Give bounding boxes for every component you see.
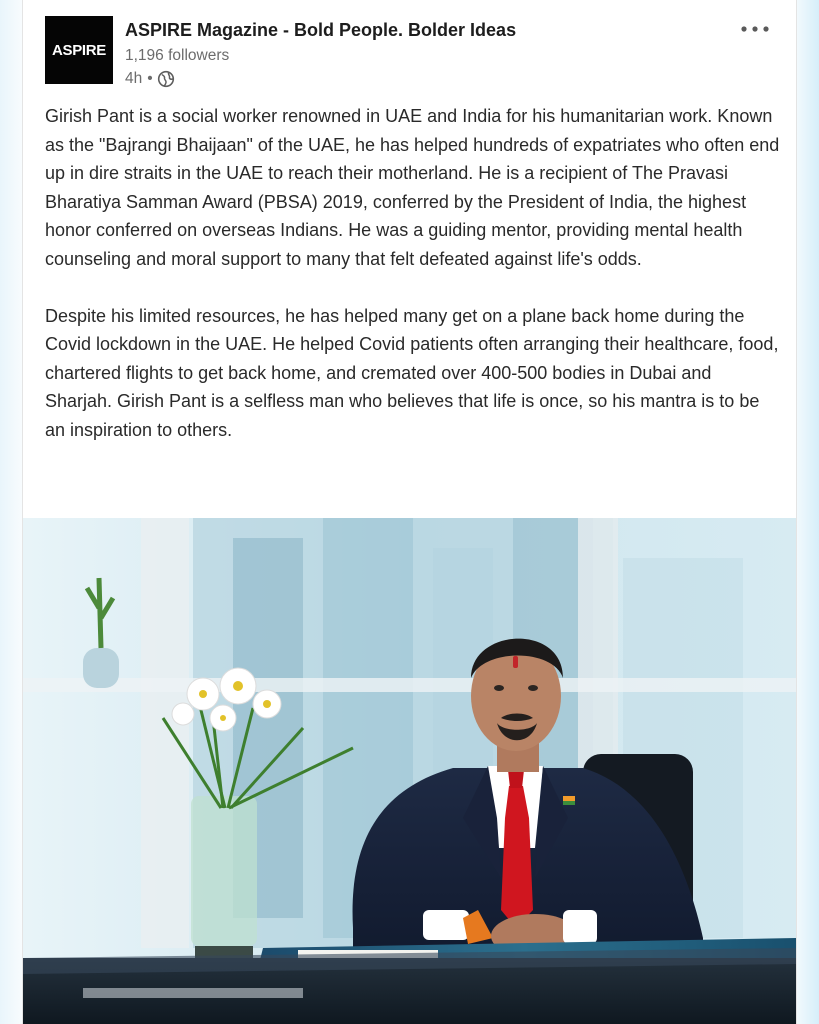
more-options-icon[interactable] [737,18,773,40]
post-time: 4h [125,70,143,87]
globe-icon [157,70,175,88]
feed-post-card [22,0,797,1024]
post-paragraph-1: Girish Pant is a social worker renowned in UAE and India for his humanitarian work. Known as the "Bajrangi Bhaijaan" of the UAE, he has helped hundreds of expatriates who often end up in dire straits in the UAE to reach their motherland. He is a recipient of The Pravasi Bharatiya Samman Award (PBSA) 2019, conferred by the President of India, the highest honor conferred on overseas Indians. He was a guiding mentor, providing mental health counseling and moral support to many that felt defeated against life's odds. [45,106,780,269]
follower-count: 1,196 followers [125,47,230,64]
post-photo[interactable] [23,518,796,1024]
post-paragraph-2: Despite his limited resources, he has helped many get on a plane back home during the Covid lockdown in the UAE. He helped Covid patients often arranging their healthcare, food, chartered flights to get back home, and cremated over 400-500 bodies in Dubai and Sharjah. Girish Pant is a selfless man who believes that life is once, so his mantra is to be an inspiration to others. [45,305,779,440]
post-body [45,102,780,444]
company-logo[interactable] [45,16,113,84]
meta-separator: • [147,70,153,87]
author-name[interactable]: ASPIRE Magazine - Bold People. Bolder Ideas [125,20,517,40]
post-meta [125,68,175,90]
company-logo-text: ASPIRE [51,41,107,59]
post-header [23,0,796,96]
